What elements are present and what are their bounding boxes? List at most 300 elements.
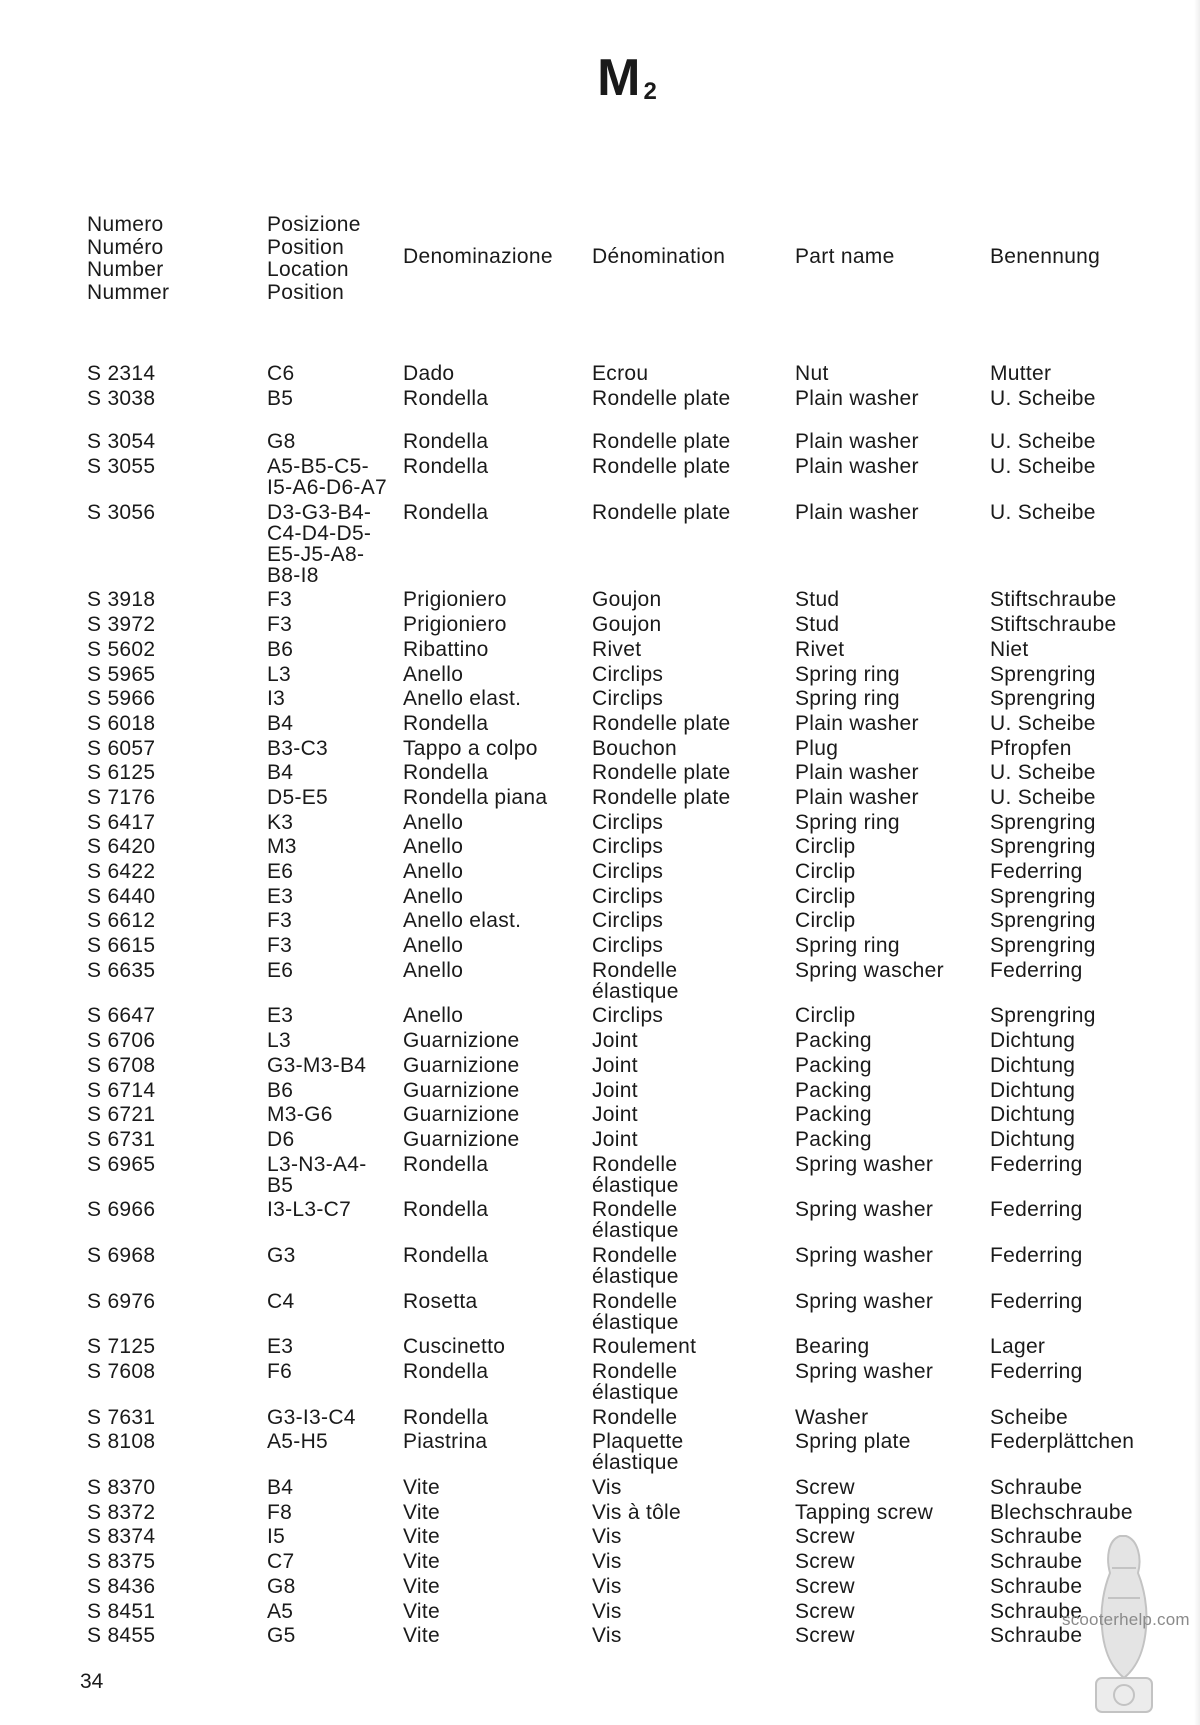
name-de-text: Dichtung	[990, 1029, 1076, 1053]
name-it-text: Rondella	[403, 500, 489, 524]
cell-name-en	[795, 1407, 990, 1432]
name-fr-text: Rondelle plate	[592, 761, 731, 785]
cell-name-de	[990, 1407, 1170, 1432]
cell-position	[267, 1104, 403, 1129]
name-it-text: Vite	[403, 1500, 441, 1524]
name-it-text: Guarnizione	[403, 1053, 520, 1077]
name-en-text: Washer	[795, 1405, 869, 1429]
cell-position	[267, 1625, 403, 1650]
position-text: C7	[267, 1550, 295, 1574]
cell-name-en	[795, 787, 990, 812]
cell-name-fr	[592, 1199, 795, 1245]
position-text: B4	[267, 711, 294, 735]
cell-part-number	[87, 1005, 267, 1030]
cell-name-it	[403, 664, 592, 689]
cell-part-number	[87, 738, 267, 763]
name-fr-text: Vis	[592, 1599, 622, 1623]
name-en-text: Plain washer	[795, 785, 919, 809]
name-it-text: Anello	[403, 860, 464, 883]
cell-name-de	[990, 1080, 1170, 1105]
cell-part-number	[87, 388, 267, 413]
cell-name-de	[990, 812, 1170, 837]
cell-name-it	[403, 1526, 592, 1551]
table-row	[87, 1291, 1170, 1337]
name-it-text: Rondella	[403, 761, 489, 785]
cell-name-en	[795, 762, 990, 787]
name-de-text: Sprengring	[990, 934, 1096, 958]
name-de-text: Schraube	[990, 1525, 1083, 1549]
name-de-text: Federring	[990, 1198, 1083, 1222]
table-row	[87, 664, 1170, 689]
cell-name-de	[990, 960, 1170, 1006]
name-en-text: Stud	[795, 613, 840, 637]
cell-name-fr	[592, 1104, 795, 1129]
table-row	[87, 935, 1170, 960]
parts-table	[87, 363, 1170, 1650]
cell-name-de	[990, 1291, 1170, 1337]
cell-position	[267, 688, 403, 713]
position-text: D3-G3-B4- C4-D4-D5- E5-J5-A8- B8-I8	[267, 500, 372, 587]
cell-name-de	[990, 1129, 1170, 1154]
cell-part-number	[87, 1361, 267, 1407]
name-fr-text: Ecrou	[592, 362, 649, 385]
part-number-text: S 6612	[87, 909, 156, 933]
name-en-text: Packing	[795, 1078, 872, 1102]
cell-name-en	[795, 1005, 990, 1030]
name-en-text: Plain washer	[795, 455, 919, 479]
position-text: B3-C3	[267, 736, 329, 760]
name-fr-text: Circlips	[592, 860, 664, 883]
table-row	[87, 886, 1170, 911]
cell-name-en	[795, 1104, 990, 1129]
name-it-text: Anello elast.	[403, 687, 522, 711]
name-en-text: Tapping screw	[795, 1500, 934, 1524]
name-en-text: Screw	[795, 1599, 855, 1623]
cell-part-number	[87, 762, 267, 787]
cell-part-number	[87, 1030, 267, 1055]
name-fr-text: Rondelle élastique	[592, 1289, 679, 1334]
cell-name-en	[795, 812, 990, 837]
name-de-text: Schraube	[990, 1550, 1083, 1574]
name-it-text: Rondella	[403, 1198, 489, 1222]
position-text: F3	[267, 909, 293, 933]
cell-position	[267, 910, 403, 935]
name-en-text: Spring washer	[795, 1289, 934, 1313]
cell-name-en	[795, 1601, 990, 1626]
cell-name-de	[990, 1199, 1170, 1245]
name-en-text: Nut	[795, 362, 829, 385]
position-text: G8	[267, 430, 296, 454]
name-de-text: Niet	[990, 637, 1029, 661]
cell-name-en	[795, 412, 990, 456]
cell-name-fr	[592, 363, 795, 388]
name-de-text: U. Scheibe	[990, 785, 1096, 809]
name-it-text: Rondella	[403, 1405, 489, 1429]
cell-position	[267, 412, 403, 456]
part-number-text: S 6018	[87, 711, 156, 735]
cell-name-en	[795, 1245, 990, 1291]
cell-part-number	[87, 1336, 267, 1361]
name-de-text: Sprengring	[990, 662, 1096, 686]
page-number: 34	[80, 1670, 104, 1693]
name-de-text: Schraube	[990, 1476, 1083, 1500]
cell-part-number	[87, 1154, 267, 1200]
cell-name-it	[403, 388, 592, 413]
cell-name-en	[795, 664, 990, 689]
table-row	[87, 1361, 1170, 1407]
cell-part-number	[87, 1502, 267, 1527]
part-number-text: S 6422	[87, 860, 156, 883]
table-row	[87, 1625, 1170, 1650]
header-position-fr: Position	[267, 235, 345, 259]
cell-part-number	[87, 363, 267, 388]
cell-name-en	[795, 1154, 990, 1200]
position-text: B5	[267, 386, 294, 410]
cell-name-fr	[592, 812, 795, 837]
name-en-text: Screw	[795, 1624, 855, 1648]
table-row	[87, 1477, 1170, 1502]
cell-part-number	[87, 664, 267, 689]
position-text: G8	[267, 1574, 296, 1598]
name-fr-text: Rondelle plate	[592, 430, 731, 454]
name-it-text: Tappo a colpo	[403, 736, 538, 760]
cell-name-en	[795, 363, 990, 388]
part-number-text: S 8372	[87, 1500, 156, 1524]
position-text: B6	[267, 1078, 294, 1102]
name-it-text: Prigioniero	[403, 613, 507, 637]
cell-name-it	[403, 738, 592, 763]
part-number-text: S 6966	[87, 1198, 156, 1222]
cell-part-number	[87, 688, 267, 713]
cell-name-fr	[592, 388, 795, 413]
cell-name-it	[403, 1005, 592, 1030]
position-text: M3	[267, 835, 297, 859]
name-en-text: Plain washer	[795, 430, 919, 454]
part-number-text: S 8370	[87, 1476, 156, 1500]
position-text: F3	[267, 613, 293, 637]
cell-name-fr	[592, 1080, 795, 1105]
name-it-text: Vite	[403, 1574, 441, 1598]
name-en-text: Bearing	[795, 1335, 870, 1359]
table-row	[87, 1576, 1170, 1601]
position-text: B4	[267, 1476, 294, 1500]
name-fr-text: Rivet	[592, 637, 642, 661]
position-text: L3	[267, 662, 291, 686]
part-number-text: S 6706	[87, 1029, 156, 1053]
name-de-text: U. Scheibe	[990, 430, 1096, 454]
position-text: D5-E5	[267, 785, 329, 809]
part-number-text: S 5965	[87, 662, 156, 686]
name-en-text: Packing	[795, 1029, 872, 1053]
cell-name-de	[990, 886, 1170, 911]
position-text: D6	[267, 1127, 295, 1151]
cell-position	[267, 1576, 403, 1601]
cell-position	[267, 456, 403, 502]
name-fr-text: Joint	[592, 1103, 638, 1127]
cell-position	[267, 1030, 403, 1055]
cell-name-it	[403, 910, 592, 935]
cell-name-it	[403, 1576, 592, 1601]
header-it: Denominazione	[403, 245, 553, 268]
cell-name-fr	[592, 502, 795, 590]
name-en-text: Spring ring	[795, 810, 900, 834]
cell-name-it	[403, 589, 592, 614]
position-text: E3	[267, 1335, 294, 1359]
cell-part-number	[87, 1431, 267, 1477]
table-row	[87, 1080, 1170, 1105]
name-en-text: Screw	[795, 1574, 855, 1598]
position-text: G5	[267, 1624, 296, 1648]
name-it-text: Rondella	[403, 386, 489, 410]
cell-name-it	[403, 861, 592, 886]
position-text: G3	[267, 1243, 296, 1267]
cell-name-fr	[592, 836, 795, 861]
name-en-text: Screw	[795, 1476, 855, 1500]
name-en-text: Spring ring	[795, 662, 900, 686]
table-row	[87, 713, 1170, 738]
position-text: I3	[267, 687, 286, 711]
name-de-text: U. Scheibe	[990, 386, 1096, 410]
position-text: E3	[267, 884, 294, 908]
cell-name-fr	[592, 1551, 795, 1576]
table-row	[87, 688, 1170, 713]
cell-name-de	[990, 614, 1170, 639]
cell-name-de	[990, 664, 1170, 689]
header-en: Part name	[795, 245, 895, 268]
name-it-text: Guarnizione	[403, 1103, 520, 1127]
table-row	[87, 589, 1170, 614]
table-row	[87, 1104, 1170, 1129]
position-text: L3-N3-A4- B5	[267, 1152, 367, 1197]
cell-position	[267, 787, 403, 812]
cell-position	[267, 1361, 403, 1407]
name-it-text: Guarnizione	[403, 1078, 520, 1102]
name-en-text: Packing	[795, 1053, 872, 1077]
table-row	[87, 639, 1170, 664]
cell-name-de	[990, 363, 1170, 388]
cell-name-de	[990, 836, 1170, 861]
name-fr-text: Circlips	[592, 909, 664, 933]
table-row	[87, 1551, 1170, 1576]
header-number-it: Numero	[87, 213, 164, 236]
table-row	[87, 412, 1170, 456]
table-row	[87, 363, 1170, 388]
cell-name-fr	[592, 614, 795, 639]
cell-name-de	[990, 762, 1170, 787]
name-it-text: Anello	[403, 1004, 464, 1028]
table-row	[87, 1005, 1170, 1030]
name-de-text: Federring	[990, 1243, 1083, 1267]
name-it-text: Rondella	[403, 1360, 489, 1383]
cell-position	[267, 1336, 403, 1361]
position-text: M3-G6	[267, 1103, 333, 1127]
name-it-text: Rondella	[403, 1243, 489, 1267]
header-number-fr: Numéro	[87, 235, 164, 259]
name-de-text: U. Scheibe	[990, 711, 1096, 735]
cell-name-it	[403, 1431, 592, 1477]
table-row	[87, 1199, 1170, 1245]
name-en-text: Spring washer	[795, 1198, 934, 1222]
cell-name-it	[403, 886, 592, 911]
table-row	[87, 762, 1170, 787]
name-de-text: Schraube	[990, 1574, 1083, 1598]
table-row	[87, 1601, 1170, 1626]
part-number-text: S 8436	[87, 1574, 156, 1598]
name-fr-text: Rondelle plate	[592, 711, 731, 735]
name-en-text: Spring ring	[795, 687, 900, 711]
cell-name-en	[795, 960, 990, 1006]
name-fr-text: Joint	[592, 1053, 638, 1077]
part-number-text: S 6721	[87, 1103, 156, 1127]
cell-name-it	[403, 1407, 592, 1432]
cell-position	[267, 762, 403, 787]
cell-position	[267, 1080, 403, 1105]
cell-position	[267, 1291, 403, 1337]
cell-name-it	[403, 363, 592, 388]
cell-position	[267, 1199, 403, 1245]
table-row	[87, 456, 1170, 502]
part-number-text: S 3055	[87, 455, 156, 479]
cell-name-it	[403, 688, 592, 713]
name-it-text: Vite	[403, 1599, 441, 1623]
part-number-text: S 6125	[87, 761, 156, 785]
name-en-text: Spring washer	[795, 1243, 934, 1267]
table-row	[87, 960, 1170, 1006]
position-text: F8	[267, 1500, 293, 1524]
name-fr-text: Circlips	[592, 687, 664, 711]
name-it-text: Ribattino	[403, 637, 489, 661]
name-de-text: Sprengring	[990, 835, 1096, 859]
name-it-text: Rosetta	[403, 1289, 478, 1313]
cell-name-en	[795, 1431, 990, 1477]
cell-name-en	[795, 713, 990, 738]
cell-name-en	[795, 910, 990, 935]
name-it-text: Anello	[403, 958, 464, 982]
part-number-text: S 3972	[87, 613, 156, 637]
cell-name-de	[990, 1502, 1170, 1527]
name-it-text: Vite	[403, 1525, 441, 1549]
cell-name-it	[403, 1245, 592, 1291]
name-de-text: Blechschraube	[990, 1500, 1133, 1524]
watermark-text: scooterhelp.com	[1062, 1610, 1190, 1629]
cell-name-it	[403, 762, 592, 787]
cell-position	[267, 639, 403, 664]
part-number-text: S 7176	[87, 785, 156, 809]
cell-name-it	[403, 713, 592, 738]
cell-name-it	[403, 1291, 592, 1337]
name-it-text: Vite	[403, 1550, 441, 1574]
cell-name-de	[990, 1336, 1170, 1361]
name-en-text: Spring washer	[795, 1360, 934, 1383]
cell-name-en	[795, 861, 990, 886]
name-de-text: Federring	[990, 958, 1083, 982]
name-en-text: Plain washer	[795, 500, 919, 524]
cell-name-en	[795, 836, 990, 861]
cell-position	[267, 1477, 403, 1502]
cell-name-en	[795, 1526, 990, 1551]
cell-name-fr	[592, 1245, 795, 1291]
name-en-text: Packing	[795, 1127, 872, 1151]
part-number-text: S 6731	[87, 1127, 156, 1151]
cell-name-fr	[592, 456, 795, 502]
name-en-text: Stud	[795, 588, 840, 612]
cell-name-it	[403, 836, 592, 861]
name-en-text: Circlip	[795, 860, 856, 883]
cell-name-en	[795, 935, 990, 960]
name-de-text: Stiftschraube	[990, 588, 1117, 612]
cell-position	[267, 1431, 403, 1477]
name-en-text: Rivet	[795, 637, 845, 661]
cell-part-number	[87, 1551, 267, 1576]
cell-name-it	[403, 456, 592, 502]
cell-name-en	[795, 456, 990, 502]
name-it-text: Anello	[403, 835, 464, 859]
part-number-text: S 6420	[87, 835, 156, 859]
name-it-text: Guarnizione	[403, 1029, 520, 1053]
name-de-text: U. Scheibe	[990, 455, 1096, 479]
cell-name-de	[990, 1005, 1170, 1030]
position-text: B6	[267, 637, 294, 661]
cell-name-de	[990, 502, 1170, 590]
name-en-text: Screw	[795, 1550, 855, 1574]
scan-edge	[1194, 0, 1200, 1725]
cell-name-de	[990, 1431, 1170, 1477]
cell-name-en	[795, 1576, 990, 1601]
cell-position	[267, 1129, 403, 1154]
cell-name-it	[403, 1030, 592, 1055]
name-fr-text: Vis	[592, 1574, 622, 1598]
cell-name-en	[795, 589, 990, 614]
table-row	[87, 812, 1170, 837]
name-it-text: Rondella	[403, 1152, 489, 1176]
name-en-text: Spring wascher	[795, 958, 944, 982]
cell-position	[267, 1407, 403, 1432]
part-number-text: S 6417	[87, 810, 156, 834]
cell-name-de	[990, 388, 1170, 413]
table-row	[87, 1336, 1170, 1361]
cell-part-number	[87, 1104, 267, 1129]
cell-name-fr	[592, 713, 795, 738]
name-de-text: Sprengring	[990, 909, 1096, 933]
name-fr-text: Rondelle plate	[592, 386, 731, 410]
table-row	[87, 1030, 1170, 1055]
cell-name-it	[403, 1055, 592, 1080]
name-fr-text: Vis	[592, 1525, 622, 1549]
cell-name-de	[990, 412, 1170, 456]
part-number-text: S 8374	[87, 1525, 156, 1549]
cell-name-it	[403, 1199, 592, 1245]
cell-name-it	[403, 614, 592, 639]
part-number-text: S 8451	[87, 1599, 156, 1623]
cell-name-de	[990, 1245, 1170, 1291]
table-row	[87, 388, 1170, 413]
position-text: E3	[267, 1004, 294, 1028]
position-text: F6	[267, 1360, 293, 1383]
name-de-text: Dichtung	[990, 1127, 1076, 1151]
cell-position	[267, 1005, 403, 1030]
name-fr-text: Rondelle	[592, 1405, 678, 1429]
cell-name-en	[795, 886, 990, 911]
name-de-text: Dichtung	[990, 1078, 1076, 1102]
table-row	[87, 1055, 1170, 1080]
cell-part-number	[87, 1291, 267, 1337]
table-row	[87, 738, 1170, 763]
table-row	[87, 1502, 1170, 1527]
cell-name-fr	[592, 1336, 795, 1361]
cell-name-fr	[592, 664, 795, 689]
page-title-subscript: 2	[643, 78, 658, 105]
position-text: I5	[267, 1525, 286, 1549]
